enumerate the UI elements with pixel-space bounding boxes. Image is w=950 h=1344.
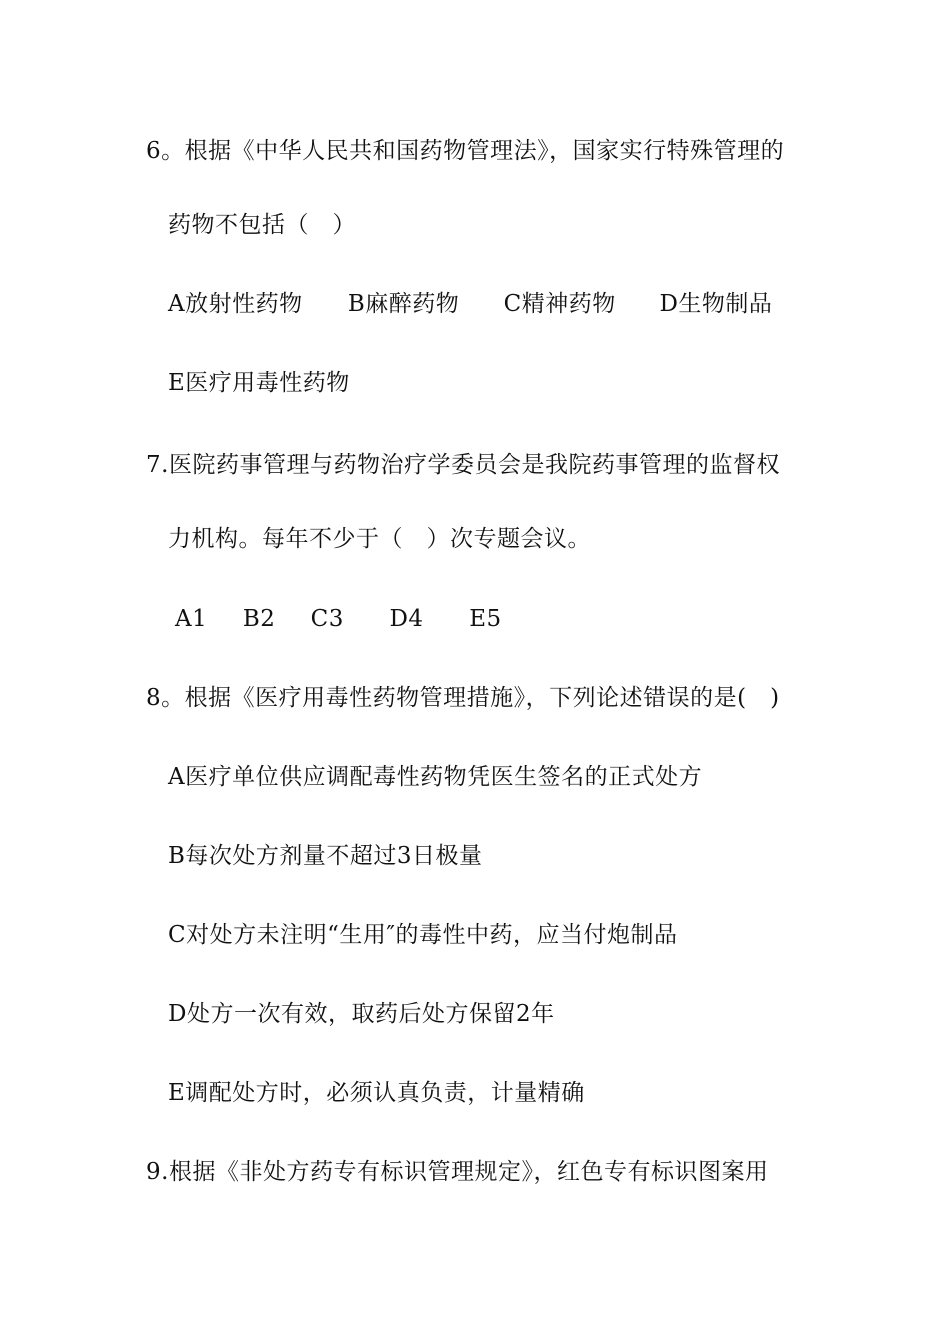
- question-6-option-e: E医疗用毒性药物: [168, 370, 350, 396]
- question-7-option-b: B2: [242, 606, 276, 632]
- question-8-option-e: E调配处方时，必须认真负责，计量精确: [168, 1080, 585, 1106]
- question-7-options-row: [175, 604, 502, 634]
- question-8-stem: 8。根据《医疗用毒性药物管理措施》，下列论述错误的是( ): [146, 685, 780, 711]
- question-7-stem-line-1: 7.医院药事管理与药物治疗学委员会是我院药事管理的监督权: [146, 452, 780, 478]
- question-8-option-d: D处方一次有效，取药后处方保留2年: [168, 1001, 555, 1027]
- question-8-option-a: A医疗单位供应调配毒性药物凭医生签名的正式处方: [168, 764, 703, 790]
- question-8-option-b: B每次处方剂量不超过3日极量: [168, 843, 483, 869]
- question-6-option-d: D生物制品: [659, 291, 773, 317]
- question-6-option-b: B麻醉药物: [347, 291, 460, 317]
- question-6-stem-line-1: 6。根据《中华人民共和国药物管理法》，国家实行特殊管理的: [146, 138, 785, 164]
- question-6-options-row-1: [168, 289, 772, 319]
- question-9-stem-line-1: 9.根据《非处方药专有标识管理规定》，红色专有标识图案用: [146, 1159, 769, 1185]
- question-8-option-c: C对处方未注明“生用″的毒性中药，应当付炮制品: [168, 922, 678, 948]
- question-6-option-a: A放射性药物: [168, 291, 303, 317]
- question-6-option-c: C精神药物: [503, 291, 616, 317]
- question-7-option-c: C3: [310, 606, 344, 632]
- question-7-option-d: D4: [389, 606, 424, 632]
- question-7-option-a: A1: [175, 606, 208, 632]
- question-6-stem-line-2: 药物不包括（ ）: [168, 212, 356, 238]
- question-7-option-e: E5: [469, 606, 502, 632]
- question-7-stem-line-2: 力机构。每年不少于（ ）次专题会议。: [168, 526, 591, 552]
